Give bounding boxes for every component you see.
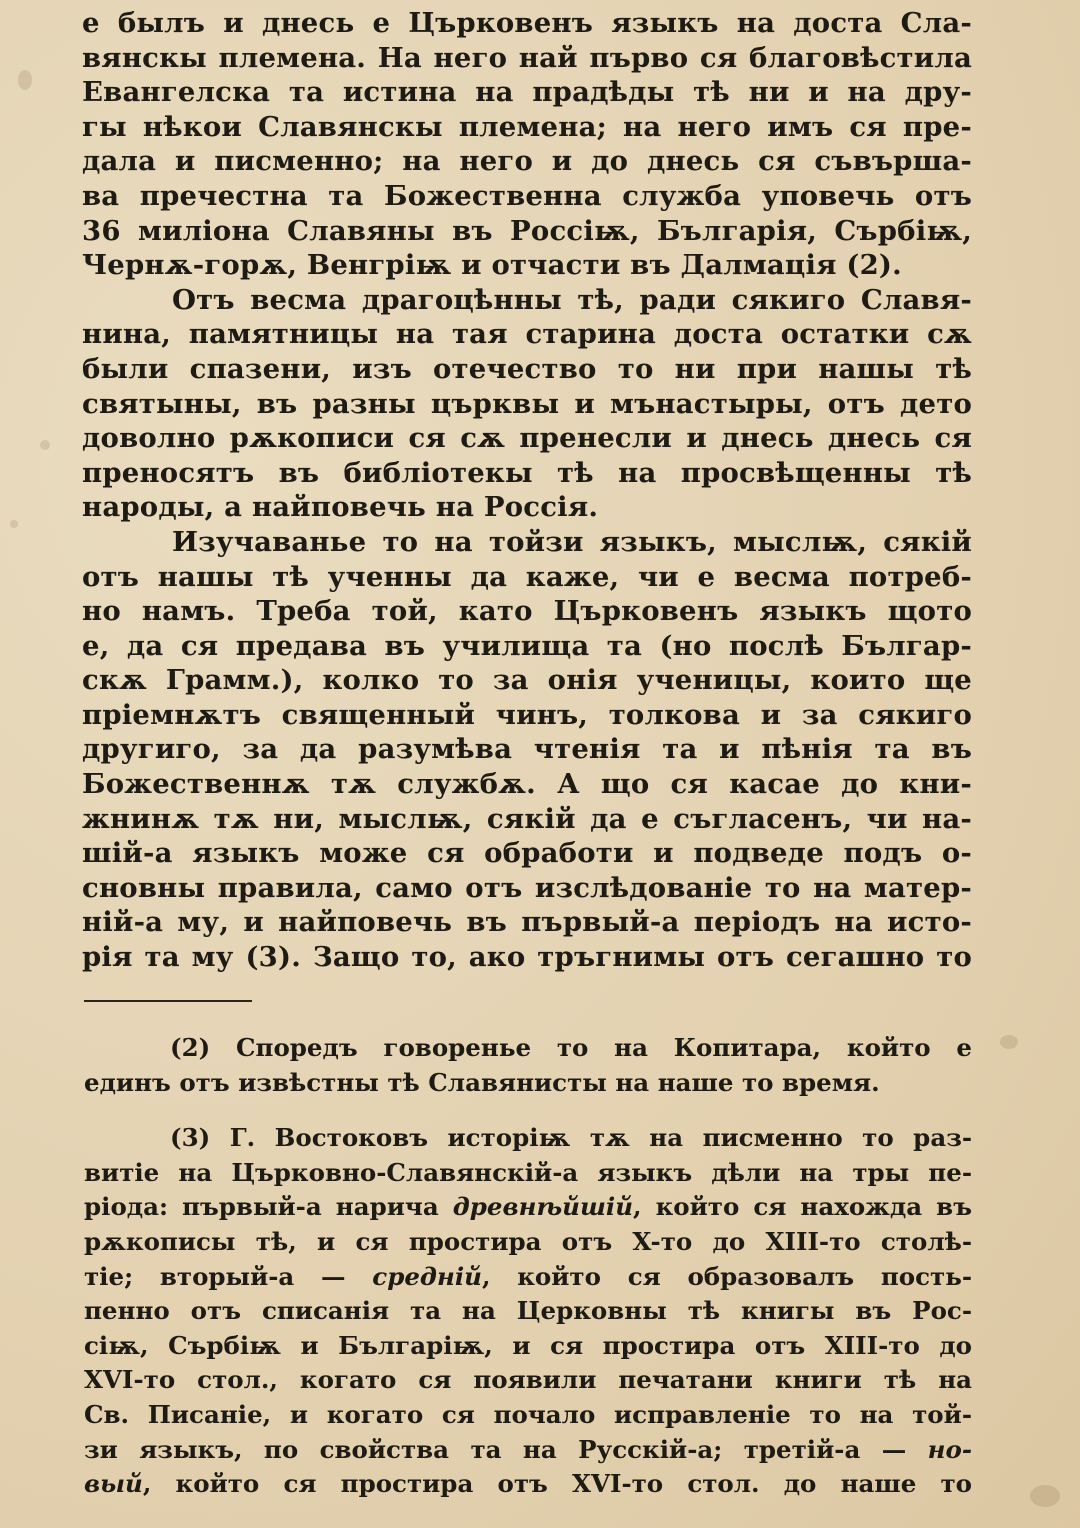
text-line: Изучаванье то на тойзи языкъ, мыслѭ, сякій: [172, 525, 972, 558]
footnotes: [84, 1031, 972, 1502]
footnote-3-line: Св. Писаніе, и когато ся почало исправленіе то на той-: [84, 1399, 972, 1429]
text-line: нина, памятницы на тая старина доста остатки сѫ: [82, 318, 972, 351]
text-line: народы, а найповечь на Россія.: [82, 491, 599, 524]
text-line: Чернѫ-горѫ, Венгріѭ и отчасти въ Далмація (2).: [82, 249, 902, 282]
footnote-3-line: XVI-то стол., когато ся появили печатани книги тѣ на: [84, 1365, 972, 1395]
footnote-text: тіе; вторый-а —: [84, 1261, 373, 1291]
text-line: Божественнѫ тѫ службѫ. А що ся касае до кни-: [82, 768, 972, 801]
footnote-text: , който ся образовалъ пость-: [481, 1261, 972, 1291]
footnote-2-line: (2) Споредъ говоренье то на Копитара, който е: [170, 1033, 972, 1062]
footnote-italic-term: но-: [927, 1434, 972, 1464]
text-line: гы нѣкои Славянскы племена; на него имъ ся пре-: [82, 110, 972, 143]
text-line: рія та му (3). Защо то, ако тръгнимы отъ сегашно то: [82, 941, 972, 974]
footnote-3-line: рѫкописы тѣ, и ся простира отъ X-то до XIII-то столѣ-: [84, 1226, 972, 1256]
footnote-divider: [84, 1000, 252, 1002]
text-line: преносятъ въ библіотекы тѣ на просвѣщенны тѣ: [82, 456, 972, 489]
text-line: жнинѫ тѫ ни, мыслѭ, сякій да е съгласенъ, чи на-: [82, 802, 972, 835]
footnote-italic-term: средній: [372, 1261, 482, 1291]
text-line: пріемнѫтъ священный чинъ, толкова и за сякиго: [82, 698, 972, 731]
text-line: отъ нашы тѣ ученны да каже, чи е весма потреб-: [82, 560, 972, 593]
text-line: дала и писменно; на него и до днесь ся съвърша-: [82, 145, 972, 178]
text-line: скѫ Грамм.), колко то за онія ученицы, които ще: [82, 664, 972, 697]
text-line: другиго, за да разумѣва чтенія та и пѣнія та въ: [82, 733, 972, 766]
footnote-text: , който ся нахожда въ: [633, 1192, 972, 1222]
text-line: е, да ся предава въ училища та (но послѣ Българ-: [82, 629, 972, 662]
text-line: были спазени, изъ отечество то ни при нашы тѣ: [82, 352, 972, 385]
footnote-italic-term: древнѣйшій: [452, 1192, 634, 1222]
footnote-italic-term: вый: [84, 1469, 143, 1499]
text-line: но намъ. Треба той, като Църковенъ языкъ щото: [82, 595, 972, 628]
text-line: вянскы племена. На него най първо ся благовѣстила: [82, 41, 972, 74]
text-line: ва пречестна та Божественна служба уповечь отъ: [82, 179, 972, 212]
footnote-3-line: [84, 1190, 972, 1225]
footnote-text: зи языкъ, по свойства та на Русскій-а; третій-а —: [84, 1434, 928, 1464]
main-text: [82, 6, 972, 975]
text-line: Евангелска та истина на прадѣды тѣ ни и на дру-: [82, 76, 972, 109]
text-line: е былъ и днесь е Църковенъ языкъ на доста Сла-: [82, 7, 972, 39]
text-line: Отъ весма драгоцѣнны тѣ, ради сякиго Славя-: [172, 283, 972, 316]
text-line: 36 миліона Славяны въ Россіѭ, Българія, Сърбіѭ,: [82, 214, 972, 247]
footnote-3-line: пенно отъ списанія та на Церковны тѣ книгы въ Рос-: [84, 1296, 972, 1326]
footnote-text: ріода: първый-а нарича: [84, 1192, 453, 1222]
text-line: ній-а му, и найповечь въ първый-а періодъ на исто-: [82, 906, 972, 939]
text-line: сновны правила, само отъ изслѣдованіе то на матер-: [82, 871, 972, 904]
footnote-2-line: единъ отъ извѣстны тѣ Славянисты на наше то время.: [84, 1067, 880, 1097]
footnote-3-line: [84, 1260, 972, 1295]
footnote-3-line: [84, 1433, 972, 1468]
footnote-text: , който ся простира отъ XVI-то стол. до наше то: [142, 1469, 972, 1499]
footnote-3-line: [84, 1467, 972, 1502]
text-line: шій-а языкъ може ся обработи и подведе подъ о-: [82, 837, 972, 870]
text-line: святыны, въ разны църквы и мънастыры, отъ дето: [82, 387, 972, 420]
footnote-3-line: сіѭ, Сърбіѭ и Българіѭ, и ся простира отъ XIII-то до: [84, 1330, 972, 1360]
footnote-3-line: витіе на Църковно-Славянскій-а языкъ дѣли на тры пе-: [84, 1157, 972, 1187]
footnote-3-line: (3) Г. Востоковъ исторіѭ тѫ на писменно то раз-: [170, 1123, 972, 1153]
text-line: доволно рѫкописи ся сѫ пренесли и днесь днесь ся: [82, 422, 972, 455]
